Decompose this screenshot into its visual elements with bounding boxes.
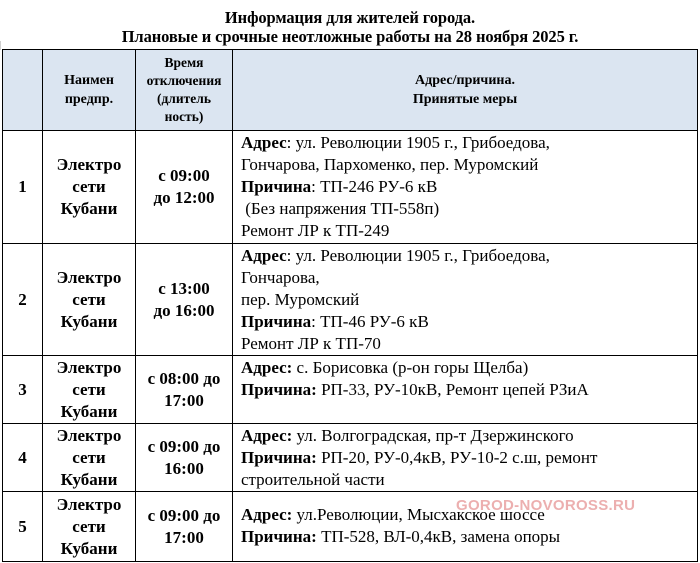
reason-label: Причина:: [241, 448, 317, 467]
time-line: 16:00: [164, 458, 204, 478]
time-line: с 09:00: [158, 166, 210, 185]
time-line: с 09:00 до: [147, 505, 221, 525]
row-time: [136, 244, 233, 356]
header-time: [136, 50, 233, 131]
org-line: Кубани: [60, 401, 118, 421]
reason-line: (Без напряжения ТП-558п): [241, 199, 440, 218]
header-org: [43, 50, 136, 131]
time-line: до 12:00: [153, 188, 215, 207]
row-time: [136, 492, 233, 562]
row-number: 4: [3, 424, 43, 492]
header-org-line: Наимен: [64, 73, 114, 88]
reason-text: ТП-528, ВЛ-0,4кВ, замена опоры: [316, 527, 561, 546]
reason-label: Причина: [241, 312, 312, 331]
org-line: сети: [72, 379, 106, 399]
address-label: Адрес:: [241, 505, 293, 524]
time-line: 17:00: [164, 390, 204, 410]
page-title: [0, 8, 700, 46]
time-line: с 08:00 до: [147, 368, 221, 388]
reason-line: Ремонт ЛР к ТП-70: [241, 334, 381, 353]
reason-label: Причина: [241, 177, 312, 196]
org-line: сети: [72, 289, 106, 309]
row-organization: [43, 424, 136, 492]
address-text: с. Борисовка (р-он горы Щелба): [292, 358, 529, 377]
reason-line: Ремонт ЛР к ТП-249: [241, 221, 390, 240]
org-line: сети: [72, 447, 106, 467]
address-label: Адрес: [241, 133, 287, 152]
time-line: до 16:00: [153, 300, 215, 320]
row-address: [233, 424, 698, 492]
header-time-line: (длитель: [156, 91, 211, 106]
reason-text: РП-20, РУ-0,4кВ, РУ-10-2 с.ш, ремонт: [316, 448, 598, 467]
row-number: 2: [3, 244, 43, 356]
row-organization: [43, 244, 136, 356]
org-line: Электро: [56, 155, 122, 174]
reason-line: [241, 447, 697, 469]
reason-line: [241, 379, 697, 401]
address-line: [241, 245, 697, 267]
row-organization: [43, 131, 136, 244]
reason-line: [241, 311, 697, 333]
table-row: [3, 244, 698, 356]
row-number: 3: [3, 356, 43, 424]
reason-label: Причина:: [241, 527, 317, 546]
address-label: Адрес:: [241, 358, 293, 377]
header-address-line: Адрес/причина.: [415, 73, 515, 88]
title-line-1: Информация для жителей города.: [224, 8, 476, 27]
address-text: ул.Революции, Мысхакское шоссе: [292, 505, 545, 524]
watermark-text: GOROD-NOVOROSS.RU: [456, 497, 636, 514]
time-line: с 09:00 до: [147, 436, 221, 456]
title-line-2: Плановые и срочные неотложные работы на 28 ноября 2025 г.: [121, 27, 579, 46]
header-org-line: предпр.: [64, 92, 114, 107]
works-table-container: [2, 49, 698, 562]
row-time: [136, 356, 233, 424]
row-number: 1: [3, 131, 43, 244]
header-address-line: Принятые меры: [412, 92, 518, 107]
org-line: Электро: [56, 494, 122, 514]
header-address: [233, 50, 698, 131]
table-header-row: [3, 50, 698, 131]
address-line: [241, 425, 697, 447]
table-row: [3, 424, 698, 492]
header-time-line: ность): [164, 109, 204, 124]
time-line: 17:00: [164, 527, 204, 547]
address-text: ул. Волгоградская, пр-т Дзержинского: [292, 426, 574, 445]
reason-line: [241, 526, 697, 548]
org-line: Кубани: [60, 311, 118, 331]
address-text: : ул. Революции 1905 г., Грибоедова,: [286, 246, 550, 265]
org-line: сети: [72, 177, 106, 196]
works-table: [2, 49, 698, 562]
org-line: Электро: [56, 425, 122, 445]
row-address: [233, 244, 698, 356]
row-organization: [43, 356, 136, 424]
row-organization: [43, 492, 136, 562]
address-line: Гончарова,: [241, 268, 320, 287]
reason-text: : ТП-46 РУ-6 кВ: [311, 312, 429, 331]
address-line: пер. Муромский: [241, 290, 360, 309]
org-line: Электро: [56, 357, 122, 377]
org-line: сети: [72, 516, 106, 536]
row-address: [233, 356, 698, 424]
reason-line: строительной части: [241, 470, 385, 489]
reason-label: Причина:: [241, 380, 317, 399]
row-address: [233, 131, 698, 244]
time-line: с 13:00: [158, 278, 210, 298]
address-text: : ул. Революции 1905 г., Грибоедова,: [286, 133, 550, 152]
reason-line: [241, 176, 697, 198]
header-time-line: отключения: [146, 73, 222, 88]
address-line: [241, 357, 697, 379]
row-number: 5: [3, 492, 43, 562]
org-line: Кубани: [60, 538, 118, 558]
table-row: [3, 356, 698, 424]
table-row: [3, 131, 698, 244]
address-label: Адрес: [241, 246, 287, 265]
address-label: Адрес:: [241, 426, 293, 445]
header-num: [3, 50, 43, 131]
address-line: [241, 132, 697, 154]
address-line: Гончарова, Пархоменко, пер. Муромский: [241, 155, 539, 174]
row-time: [136, 131, 233, 244]
org-line: Электро: [56, 267, 122, 287]
org-line: Кубани: [60, 199, 118, 218]
row-time: [136, 424, 233, 492]
org-line: Кубани: [60, 469, 118, 489]
header-time-line: Время: [164, 55, 204, 70]
reason-text: : ТП-246 РУ-6 кВ: [311, 177, 438, 196]
reason-text: РП-33, РУ-10кВ, Ремонт цепей РЗиА: [316, 380, 589, 399]
